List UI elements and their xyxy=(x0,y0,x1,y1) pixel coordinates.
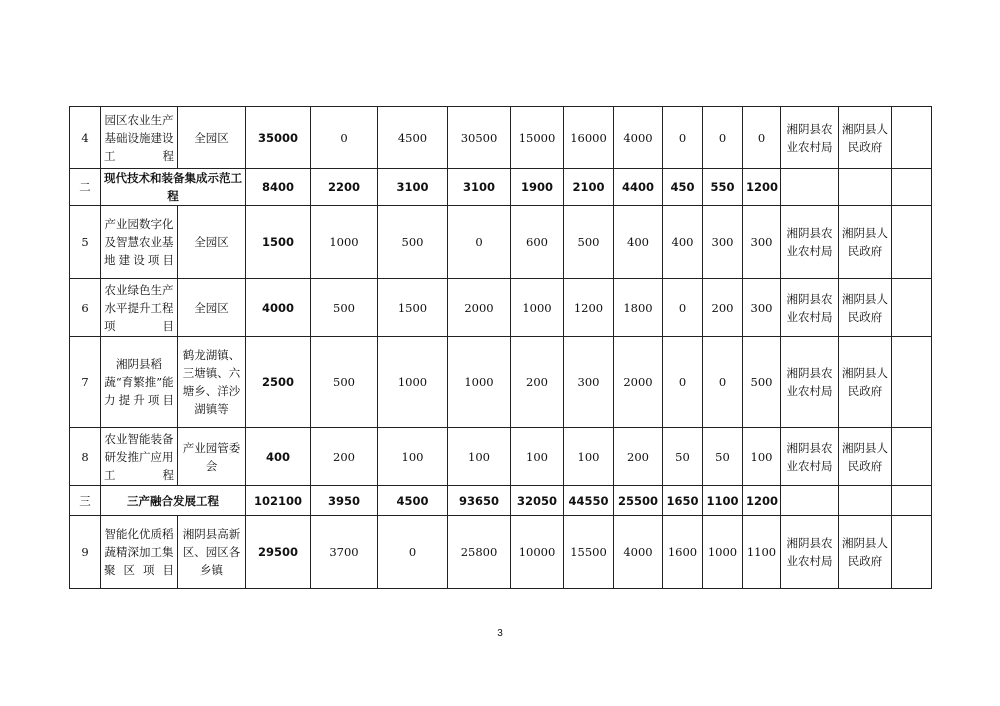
row-number-cell: 8 xyxy=(70,428,101,486)
note-cell xyxy=(892,516,932,589)
value-cell: 2100 xyxy=(564,169,614,206)
value-cell: 100 xyxy=(743,428,781,486)
gov-cell xyxy=(839,169,892,206)
value-cell: 500 xyxy=(311,337,378,428)
value-cell: 4400 xyxy=(614,169,663,206)
responsible-dept-cell: 湘阴县农业农村局 xyxy=(781,337,839,428)
section-title-cell: 现代技术和装备集成示范工程 xyxy=(101,169,246,206)
total-cell: 4000 xyxy=(246,279,311,337)
value-cell: 2000 xyxy=(448,279,511,337)
value-cell: 500 xyxy=(311,279,378,337)
value-cell: 500 xyxy=(743,337,781,428)
value-cell: 1000 xyxy=(311,206,378,279)
section-row xyxy=(70,169,932,206)
value-cell: 200 xyxy=(511,337,564,428)
value-cell: 300 xyxy=(743,206,781,279)
value-cell: 1000 xyxy=(703,516,743,589)
value-cell: 300 xyxy=(743,279,781,337)
table-row xyxy=(70,206,932,279)
value-cell: 0 xyxy=(743,107,781,169)
value-cell: 4000 xyxy=(614,516,663,589)
project-name-cell: 农业智能装备研发推广应用工程 xyxy=(101,428,178,486)
dept-cell xyxy=(781,169,839,206)
value-cell: 10000 xyxy=(511,516,564,589)
value-cell: 32050 xyxy=(511,486,564,516)
location-cell: 湘阴县高新区、园区各乡镇 xyxy=(178,516,246,589)
total-cell: 35000 xyxy=(246,107,311,169)
supervising-gov-cell: 湘阴县人民政府 xyxy=(839,516,892,589)
dept-cell xyxy=(781,486,839,516)
value-cell: 0 xyxy=(663,107,703,169)
value-cell: 50 xyxy=(663,428,703,486)
responsible-dept-cell: 湘阴县农业农村局 xyxy=(781,206,839,279)
value-cell: 550 xyxy=(703,169,743,206)
location-cell: 全园区 xyxy=(178,279,246,337)
section-title-cell: 三产融合发展工程 xyxy=(101,486,246,516)
table-row xyxy=(70,107,932,169)
value-cell: 300 xyxy=(703,206,743,279)
note-cell xyxy=(892,107,932,169)
note-cell xyxy=(892,428,932,486)
table-row xyxy=(70,337,932,428)
value-cell: 200 xyxy=(614,428,663,486)
value-cell: 25500 xyxy=(614,486,663,516)
total-cell: 102100 xyxy=(246,486,311,516)
value-cell: 400 xyxy=(614,206,663,279)
value-cell: 100 xyxy=(511,428,564,486)
location-cell: 全园区 xyxy=(178,107,246,169)
project-name-cell: 智能化优质稻蔬精深加工集聚区项目 xyxy=(101,516,178,589)
value-cell: 1000 xyxy=(378,337,448,428)
value-cell: 4500 xyxy=(378,486,448,516)
location-cell: 产业园管委会 xyxy=(178,428,246,486)
value-cell: 0 xyxy=(703,107,743,169)
row-number-cell: 9 xyxy=(70,516,101,589)
value-cell: 2000 xyxy=(614,337,663,428)
responsible-dept-cell: 湘阴县农业农村局 xyxy=(781,279,839,337)
section-row xyxy=(70,486,932,516)
value-cell: 2200 xyxy=(311,169,378,206)
value-cell: 1650 xyxy=(663,486,703,516)
supervising-gov-cell: 湘阴县人民政府 xyxy=(839,428,892,486)
supervising-gov-cell: 湘阴县人民政府 xyxy=(839,107,892,169)
note-cell xyxy=(892,486,932,516)
note-cell xyxy=(892,279,932,337)
note-cell xyxy=(892,337,932,428)
value-cell: 3100 xyxy=(378,169,448,206)
total-cell: 8400 xyxy=(246,169,311,206)
value-cell: 1200 xyxy=(564,279,614,337)
value-cell: 100 xyxy=(378,428,448,486)
value-cell: 15500 xyxy=(564,516,614,589)
investment-table xyxy=(69,106,932,589)
responsible-dept-cell: 湘阴县农业农村局 xyxy=(781,516,839,589)
value-cell: 30500 xyxy=(448,107,511,169)
value-cell: 1100 xyxy=(703,486,743,516)
row-number-cell: 7 xyxy=(70,337,101,428)
value-cell: 1200 xyxy=(743,169,781,206)
value-cell: 600 xyxy=(511,206,564,279)
responsible-dept-cell: 湘阴县农业农村局 xyxy=(781,428,839,486)
value-cell: 3950 xyxy=(311,486,378,516)
value-cell: 100 xyxy=(564,428,614,486)
total-cell: 1500 xyxy=(246,206,311,279)
location-cell: 全园区 xyxy=(178,206,246,279)
supervising-gov-cell: 湘阴县人民政府 xyxy=(839,206,892,279)
value-cell: 0 xyxy=(378,516,448,589)
value-cell: 0 xyxy=(663,337,703,428)
project-name-cell: 农业绿色生产水平提升工程项目 xyxy=(101,279,178,337)
table-row xyxy=(70,516,932,589)
value-cell: 500 xyxy=(564,206,614,279)
value-cell: 3100 xyxy=(448,169,511,206)
value-cell: 93650 xyxy=(448,486,511,516)
total-cell: 2500 xyxy=(246,337,311,428)
project-name-cell: 园区农业生产基础设施建设工程 xyxy=(101,107,178,169)
project-name-cell: 湘阴县稻蔬“育繁推”能力提升项目 xyxy=(101,337,178,428)
value-cell: 4000 xyxy=(614,107,663,169)
value-cell: 1000 xyxy=(448,337,511,428)
value-cell: 1600 xyxy=(663,516,703,589)
value-cell: 100 xyxy=(448,428,511,486)
value-cell: 0 xyxy=(703,337,743,428)
value-cell: 0 xyxy=(311,107,378,169)
value-cell: 450 xyxy=(663,169,703,206)
total-cell: 29500 xyxy=(246,516,311,589)
value-cell: 16000 xyxy=(564,107,614,169)
value-cell: 1500 xyxy=(378,279,448,337)
row-number-cell: 二 xyxy=(70,169,101,206)
row-number-cell: 6 xyxy=(70,279,101,337)
value-cell: 50 xyxy=(703,428,743,486)
row-number-cell: 4 xyxy=(70,107,101,169)
value-cell: 400 xyxy=(663,206,703,279)
row-number-cell: 5 xyxy=(70,206,101,279)
note-cell xyxy=(892,169,932,206)
location-cell: 鹤龙湖镇、三塘镇、六塘乡、洋沙湖镇等 xyxy=(178,337,246,428)
table-row xyxy=(70,279,932,337)
supervising-gov-cell: 湘阴县人民政府 xyxy=(839,279,892,337)
value-cell: 44550 xyxy=(564,486,614,516)
value-cell: 1900 xyxy=(511,169,564,206)
value-cell: 4500 xyxy=(378,107,448,169)
value-cell: 200 xyxy=(311,428,378,486)
gov-cell xyxy=(839,486,892,516)
responsible-dept-cell: 湘阴县农业农村局 xyxy=(781,107,839,169)
table-row xyxy=(70,428,932,486)
value-cell: 1100 xyxy=(743,516,781,589)
value-cell: 1800 xyxy=(614,279,663,337)
page-number: 3 xyxy=(497,628,503,639)
value-cell: 300 xyxy=(564,337,614,428)
value-cell: 1200 xyxy=(743,486,781,516)
value-cell: 500 xyxy=(378,206,448,279)
value-cell: 1000 xyxy=(511,279,564,337)
supervising-gov-cell: 湘阴县人民政府 xyxy=(839,337,892,428)
value-cell: 25800 xyxy=(448,516,511,589)
value-cell: 0 xyxy=(448,206,511,279)
value-cell: 3700 xyxy=(311,516,378,589)
value-cell: 200 xyxy=(703,279,743,337)
note-cell xyxy=(892,206,932,279)
project-name-cell: 产业园数字化及智慧农业基地建设项目 xyxy=(101,206,178,279)
row-number-cell: 三 xyxy=(70,486,101,516)
value-cell: 15000 xyxy=(511,107,564,169)
value-cell: 0 xyxy=(663,279,703,337)
total-cell: 400 xyxy=(246,428,311,486)
